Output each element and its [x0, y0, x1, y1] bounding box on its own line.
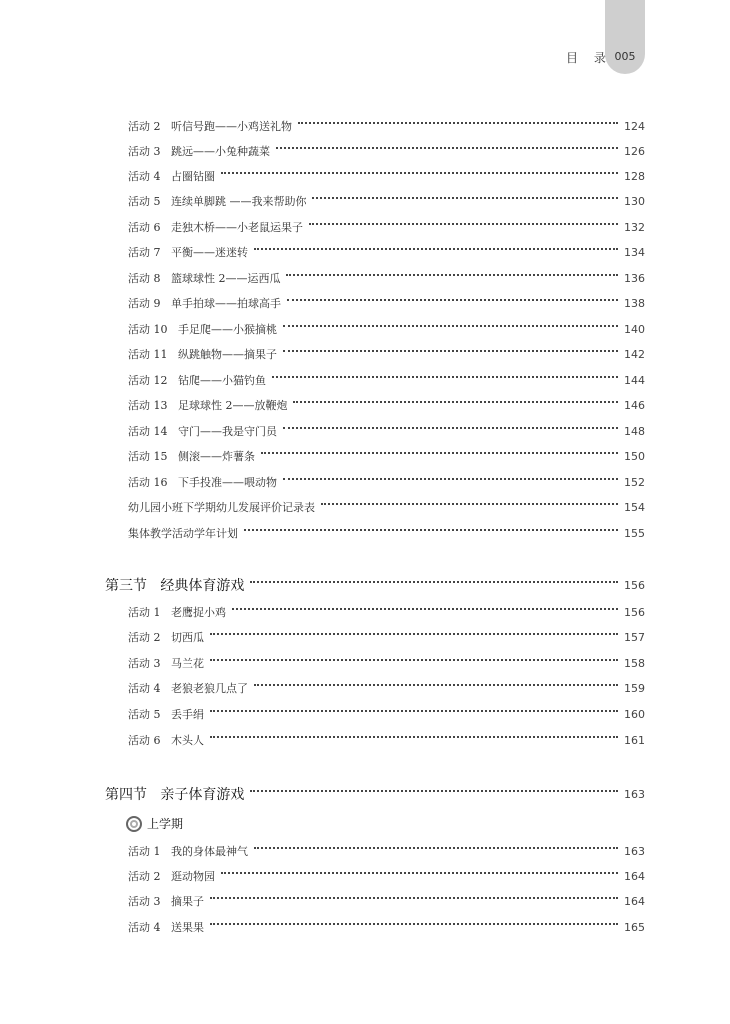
toc-entry[interactable] — [128, 422, 645, 440]
toc-entry[interactable] — [128, 892, 645, 910]
toc-entry[interactable] — [128, 396, 645, 414]
toc-entry[interactable] — [128, 142, 645, 160]
toc-entry[interactable] — [128, 628, 645, 646]
toc-entry-label: 活动 2 逛动物园 — [128, 870, 215, 883]
dot-leader — [210, 710, 618, 712]
dot-leader — [298, 122, 618, 124]
toc-entry[interactable] — [128, 320, 645, 338]
toc-entry-label: 活动 13 足球球性 2——放鞭炮 — [128, 399, 288, 412]
dot-leader — [312, 197, 618, 199]
toc-entry-page: 155 — [624, 526, 645, 540]
toc-entry-page: 124 — [624, 119, 645, 133]
dot-leader — [232, 608, 618, 610]
toc-entry-page: 163 — [624, 787, 645, 801]
dot-leader — [254, 684, 618, 686]
toc-entry-page: 161 — [624, 733, 645, 747]
toc-entry-page: 159 — [624, 681, 645, 695]
toc-entry-label: 活动 5 丢手绢 — [128, 708, 204, 721]
toc-entry-label: 活动 9 单手拍球——拍球高手 — [128, 297, 281, 310]
toc-entry[interactable] — [128, 294, 645, 312]
toc-entry-label: 活动 3 摘果子 — [128, 895, 204, 908]
dot-leader — [309, 223, 618, 225]
toc-entry-page: 138 — [624, 296, 645, 310]
dot-leader — [272, 376, 618, 378]
toc-entry[interactable] — [128, 192, 645, 210]
toc-entry-page: 134 — [624, 245, 645, 259]
toc-entry-label: 活动 11 纵跳触物——摘果子 — [128, 348, 277, 361]
toc-entry-label: 活动 3 跳远——小兔种蔬菜 — [128, 145, 270, 158]
subheading-label: 上学期 — [147, 817, 184, 831]
toc-entry-label: 活动 6 木头人 — [128, 734, 204, 747]
section-heading-3[interactable] — [105, 574, 645, 596]
toc-entry-page: 132 — [624, 220, 645, 234]
dot-leader — [210, 736, 618, 738]
dot-leader — [250, 581, 618, 583]
toc-entry-page: 130 — [624, 194, 645, 208]
toc-entry[interactable] — [128, 603, 645, 621]
dot-leader — [244, 529, 618, 531]
toc-entry-page: 142 — [624, 347, 645, 361]
dot-leader — [283, 350, 618, 352]
toc-entry-label: 活动 2 切西瓜 — [128, 631, 204, 644]
toc-entry-page: 165 — [624, 920, 645, 934]
toc-entry-label: 活动 16 下手投准——喂动物 — [128, 476, 277, 489]
toc-entry-label: 活动 6 走独木桥——小老鼠运果子 — [128, 221, 303, 234]
toc-entry[interactable] — [128, 679, 645, 697]
section-heading-4[interactable] — [105, 783, 645, 805]
toc-entry-label: 活动 5 连续单脚跳 ——我来帮助你 — [128, 195, 307, 208]
dot-leader — [286, 274, 618, 276]
page-number: 005 — [614, 50, 636, 63]
toc-entry-page: 152 — [624, 475, 645, 489]
dot-leader — [287, 299, 618, 301]
toc-entry[interactable] — [128, 842, 645, 860]
toc-entry[interactable] — [128, 243, 645, 261]
toc-entry[interactable] — [128, 447, 645, 465]
toc-entry-page: 150 — [624, 449, 645, 463]
dot-leader — [210, 659, 618, 661]
toc-entry-page: 140 — [624, 322, 645, 336]
toc-entry-label: 活动 4 占圈钻圈 — [128, 170, 215, 183]
toc-entry[interactable] — [128, 498, 645, 516]
toc-entry[interactable] — [128, 345, 645, 363]
toc-entry-page: 156 — [624, 605, 645, 619]
toc-entry-page: 164 — [624, 869, 645, 883]
toc-entry-label: 活动 1 老鹰捉小鸡 — [128, 606, 226, 619]
dot-leader — [221, 172, 618, 174]
subheading-semester — [126, 815, 183, 832]
toc-entry-label: 第四节 亲子体育游戏 — [105, 787, 245, 803]
toc-entry[interactable] — [128, 654, 645, 672]
dot-leader — [210, 923, 618, 925]
toc-entry-label: 第三节 经典体育游戏 — [105, 578, 245, 594]
dot-leader — [276, 147, 618, 149]
toc-entry-label: 活动 15 侧滚——炸薯条 — [128, 450, 255, 463]
toc-entry-page: 144 — [624, 373, 645, 387]
dot-leader — [283, 478, 618, 480]
toc-entry-page: 156 — [624, 578, 645, 592]
dot-leader — [261, 452, 618, 454]
toc-entry-label: 活动 1 我的身体最神气 — [128, 845, 248, 858]
toc-entry-label: 活动 7 平衡——迷迷转 — [128, 246, 248, 259]
toc-entry-page: 157 — [624, 630, 645, 644]
toc-entry[interactable] — [128, 918, 645, 936]
toc-entry[interactable] — [128, 867, 645, 885]
toc-entry-page: 126 — [624, 144, 645, 158]
toc-header-title: 目 录 — [566, 51, 612, 65]
toc-entry[interactable] — [128, 117, 645, 135]
toc-entry-page: 158 — [624, 656, 645, 670]
toc-entry[interactable] — [128, 705, 645, 723]
toc-entry-page: 146 — [624, 398, 645, 412]
toc-entry-page: 128 — [624, 169, 645, 183]
dot-leader — [293, 401, 618, 403]
toc-entry-label: 活动 4 送果果 — [128, 921, 204, 934]
toc-entry[interactable] — [128, 473, 645, 491]
toc-entry-page: 164 — [624, 894, 645, 908]
dot-leader — [210, 633, 618, 635]
toc-entry-label: 活动 8 篮球球性 2——运西瓜 — [128, 272, 281, 285]
toc-entry-label: 幼儿园小班下学期幼儿发展评价记录表 — [128, 501, 315, 514]
dot-leader — [210, 897, 618, 899]
dot-leader — [283, 325, 618, 327]
toc-entry-label: 活动 4 老狼老狼几点了 — [128, 682, 248, 695]
toc-entry[interactable] — [128, 269, 645, 287]
toc-entry-page: 154 — [624, 500, 645, 514]
dot-leader — [250, 790, 618, 792]
toc-entry-page: 136 — [624, 271, 645, 285]
dot-leader — [221, 872, 618, 874]
toc-entry-label: 集体教学活动学年计划 — [128, 527, 238, 540]
toc-entry-page: 163 — [624, 844, 645, 858]
toc-entry-label: 活动 12 钻爬——小猫钓鱼 — [128, 374, 266, 387]
toc-entry-label: 活动 3 马兰花 — [128, 657, 204, 670]
toc-entry-label: 活动 14 守门——我是守门员 — [128, 425, 277, 438]
toc-entry[interactable] — [128, 731, 645, 749]
toc-entry-page: 160 — [624, 707, 645, 721]
ring-bullet-icon — [126, 816, 142, 832]
dot-leader — [321, 503, 618, 505]
dot-leader — [283, 427, 618, 429]
toc-entry[interactable] — [128, 167, 645, 185]
toc-entry-page: 148 — [624, 424, 645, 438]
toc-entry-label: 活动 2 听信号跑——小鸡送礼物 — [128, 120, 292, 133]
dot-leader — [254, 847, 618, 849]
toc-entry[interactable] — [128, 218, 645, 236]
toc-entry[interactable] — [128, 371, 645, 389]
dot-leader — [254, 248, 618, 250]
toc-entry[interactable] — [128, 524, 645, 542]
toc-entry-label: 活动 10 手足爬——小猴摘桃 — [128, 323, 277, 336]
